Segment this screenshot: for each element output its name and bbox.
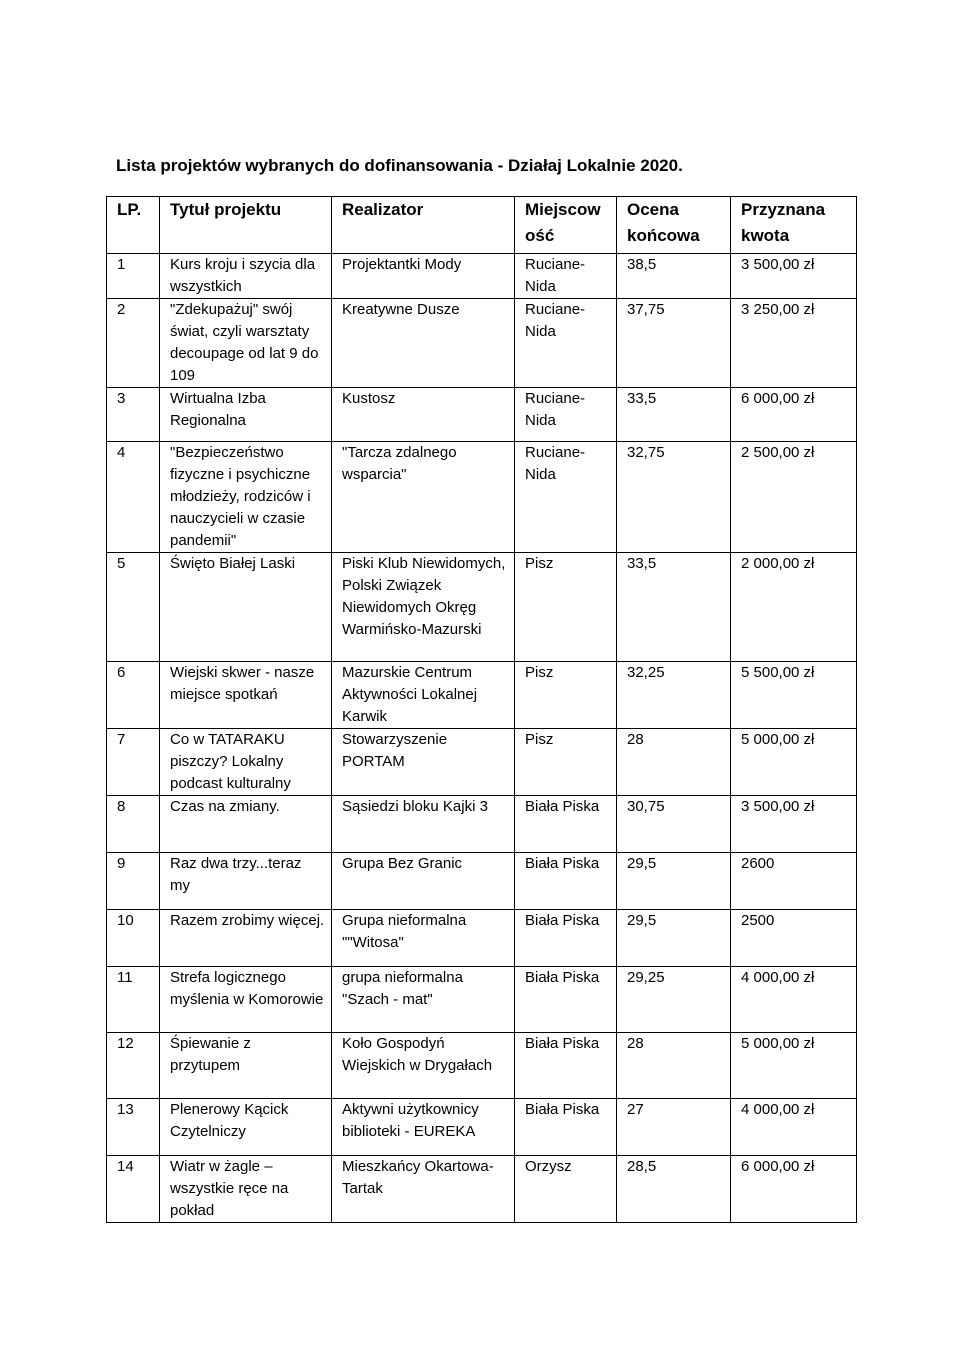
cell-amount: 4 000,00 zł [731, 967, 857, 1033]
cell-score: 37,75 [617, 299, 731, 388]
cell-lp: 6 [107, 662, 160, 729]
cell-realizer: Mieszkańcy Okartowa-Tartak [332, 1156, 515, 1223]
cell-realizer: Mazurskie Centrum Aktywności Lokalnej Karwik [332, 662, 515, 729]
cell-amount: 5 000,00 zł [731, 1033, 857, 1099]
cell-title: Czas na zmiany. [160, 796, 332, 853]
cell-title: "Bezpieczeństwo fizyczne i psychiczne młodzieży, rodziców i nauczycieli w czasie pandemii" [160, 442, 332, 553]
cell-lp: 14 [107, 1156, 160, 1223]
cell-place: Biała Piska [515, 796, 617, 853]
cell-place: Ruciane-Nida [515, 299, 617, 388]
cell-realizer: Grupa Bez Granic [332, 853, 515, 910]
cell-lp: 5 [107, 553, 160, 662]
cell-title: Kurs kroju i szycia dla wszystkich [160, 254, 332, 299]
table-row [107, 299, 857, 388]
cell-score: 30,75 [617, 796, 731, 853]
cell-realizer: Piski Klub Niewidomych, Polski Związek Niewidomych Okręg Warmińsko-Mazurski [332, 553, 515, 662]
cell-realizer: Kustosz [332, 388, 515, 442]
table-row [107, 1033, 857, 1099]
header-lp: LP. [107, 197, 160, 254]
cell-score: 29,25 [617, 967, 731, 1033]
cell-place: Biała Piska [515, 853, 617, 910]
cell-score: 33,5 [617, 553, 731, 662]
table-row [107, 853, 857, 910]
table-header-row [107, 197, 857, 254]
header-score: Ocena końcowa [617, 197, 731, 254]
cell-place: Ruciane-Nida [515, 442, 617, 553]
cell-score: 33,5 [617, 388, 731, 442]
table-row [107, 729, 857, 796]
cell-amount: 5 000,00 zł [731, 729, 857, 796]
cell-amount: 6 000,00 zł [731, 388, 857, 442]
cell-lp: 11 [107, 967, 160, 1033]
table-row [107, 388, 857, 442]
header-place: Miejscow ość [515, 197, 617, 254]
cell-score: 29,5 [617, 910, 731, 967]
cell-amount: 3 500,00 zł [731, 254, 857, 299]
cell-title: Strefa logicznego myślenia w Komorowie [160, 967, 332, 1033]
cell-amount: 2 000,00 zł [731, 553, 857, 662]
cell-amount: 2 500,00 zł [731, 442, 857, 553]
cell-amount: 3 250,00 zł [731, 299, 857, 388]
cell-realizer: Koło Gospodyń Wiejskich w Drygałach [332, 1033, 515, 1099]
table-row [107, 796, 857, 853]
cell-title: Co w TATARAKU piszczy? Lokalny podcast kulturalny [160, 729, 332, 796]
cell-lp: 7 [107, 729, 160, 796]
cell-place: Biała Piska [515, 967, 617, 1033]
cell-amount: 2600 [731, 853, 857, 910]
cell-place: Pisz [515, 553, 617, 662]
cell-realizer: Projektantki Mody [332, 254, 515, 299]
cell-title: Plenerowy Kącick Czytelniczy [160, 1099, 332, 1156]
cell-place: Biała Piska [515, 1099, 617, 1156]
cell-title: Wirtualna Izba Regionalna [160, 388, 332, 442]
cell-score: 27 [617, 1099, 731, 1156]
cell-title: "Zdekupażuj" swój świat, czyli warsztaty decoupage od lat 9 do 109 [160, 299, 332, 388]
cell-place: Ruciane-Nida [515, 388, 617, 442]
cell-lp: 1 [107, 254, 160, 299]
cell-realizer: Stowarzyszenie PORTAM [332, 729, 515, 796]
cell-amount: 6 000,00 zł [731, 1156, 857, 1223]
cell-title: Śpiewanie z przytupem [160, 1033, 332, 1099]
cell-title: Święto Białej Laski [160, 553, 332, 662]
cell-score: 28,5 [617, 1156, 731, 1223]
cell-lp: 12 [107, 1033, 160, 1099]
cell-amount: 2500 [731, 910, 857, 967]
table-row [107, 910, 857, 967]
cell-place: Ruciane-Nida [515, 254, 617, 299]
cell-lp: 2 [107, 299, 160, 388]
cell-realizer: "Tarcza zdalnego wsparcia" [332, 442, 515, 553]
cell-place: Pisz [515, 662, 617, 729]
cell-score: 29,5 [617, 853, 731, 910]
cell-lp: 10 [107, 910, 160, 967]
header-realizer: Realizator [332, 197, 515, 254]
cell-title: Wiejski skwer - nasze miejsce spotkań [160, 662, 332, 729]
cell-realizer: Kreatywne Dusze [332, 299, 515, 388]
cell-place: Biała Piska [515, 910, 617, 967]
table-body [107, 254, 857, 1223]
cell-realizer: grupa nieformalna "Szach - mat" [332, 967, 515, 1033]
cell-score: 38,5 [617, 254, 731, 299]
table-row [107, 662, 857, 729]
table-row [107, 442, 857, 553]
table-row [107, 553, 857, 662]
cell-lp: 8 [107, 796, 160, 853]
cell-amount: 4 000,00 zł [731, 1099, 857, 1156]
cell-score: 28 [617, 729, 731, 796]
cell-realizer: Sąsiedzi bloku Kajki 3 [332, 796, 515, 853]
cell-realizer: Grupa nieformalna ""Witosa" [332, 910, 515, 967]
document-title: Lista projektów wybranych do dofinansowania - Działaj Lokalnie 2020. [116, 156, 683, 175]
cell-title: Wiatr w żagle – wszystkie ręce na pokład [160, 1156, 332, 1223]
cell-amount: 5 500,00 zł [731, 662, 857, 729]
cell-score: 32,75 [617, 442, 731, 553]
table-row [107, 1156, 857, 1223]
table-row [107, 254, 857, 299]
cell-score: 32,25 [617, 662, 731, 729]
cell-lp: 3 [107, 388, 160, 442]
cell-lp: 13 [107, 1099, 160, 1156]
cell-title: Razem zrobimy więcej. [160, 910, 332, 967]
cell-amount: 3 500,00 zł [731, 796, 857, 853]
table-row [107, 1099, 857, 1156]
cell-place: Orzysz [515, 1156, 617, 1223]
cell-lp: 4 [107, 442, 160, 553]
cell-title: Raz dwa trzy...teraz my [160, 853, 332, 910]
header-title: Tytuł projektu [160, 197, 332, 254]
cell-lp: 9 [107, 853, 160, 910]
cell-realizer: Aktywni użytkownicy biblioteki - EUREKA [332, 1099, 515, 1156]
projects-table [106, 196, 857, 1223]
cell-place: Biała Piska [515, 1033, 617, 1099]
table-row [107, 967, 857, 1033]
header-amount: Przyznana kwota [731, 197, 857, 254]
cell-place: Pisz [515, 729, 617, 796]
cell-score: 28 [617, 1033, 731, 1099]
